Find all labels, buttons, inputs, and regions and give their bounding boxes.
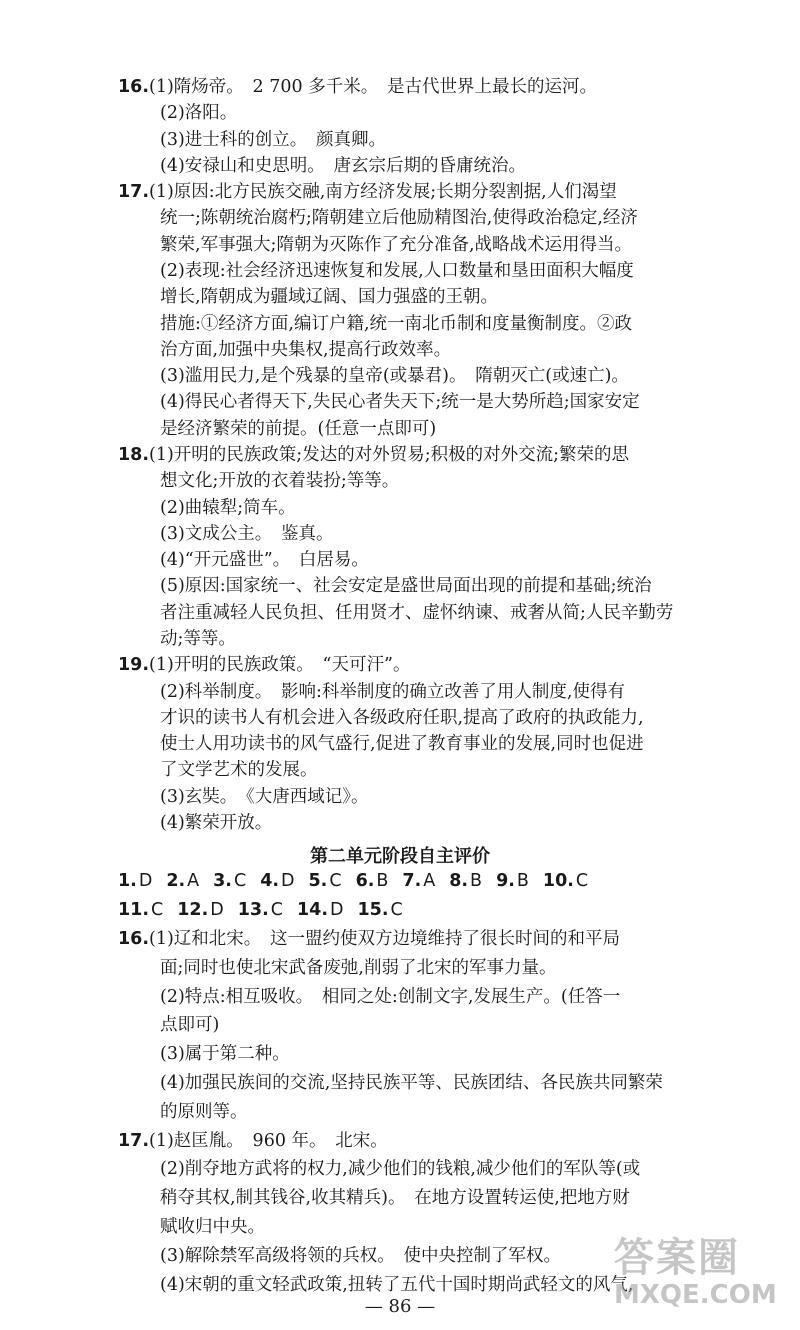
- answer-line: (2)特点:相互吸收。 相同之处:创制文字,发展生产。(任答一: [160, 987, 621, 1007]
- mc-answer: C: [151, 900, 164, 920]
- watermark-title: 答案圈: [614, 1235, 740, 1281]
- answer-line: 的原则等。: [160, 1102, 248, 1122]
- watermark-logo: [614, 1236, 794, 1324]
- answer-line: 赋收归中央。: [160, 1217, 265, 1237]
- mc-number: 7.: [402, 871, 422, 891]
- mc-answer: C: [575, 871, 589, 891]
- answer-line: 措施:①经济方面,编订户籍,统一南北币制和度量衡制度。②政: [160, 314, 633, 334]
- answer-line: (3)滥用民力,是个残暴的皇帝(或暴君)。 隋朝灭亡(或速亡)。: [160, 366, 629, 386]
- answer-line: 繁荣,军事强大;隋朝为灭陈作了充分准备,战略战术运用得当。: [160, 235, 633, 255]
- answer-line: 了文学艺术的发展。: [160, 760, 318, 780]
- answer-text: (1)原因:北方民族交融,南方经济发展;长期分裂割据,人们渴望: [149, 182, 617, 202]
- mc-answer: D: [281, 871, 295, 891]
- mc-answer: D: [138, 871, 153, 891]
- mc-number: 11.: [118, 900, 150, 920]
- answer-text: (1)赵匡胤。 960 年。 北宋。: [149, 1131, 388, 1151]
- answer-line: (2)科举制度。 影响:科举制度的确立改善了用人制度,使得有: [160, 682, 625, 702]
- question-line: [118, 924, 768, 954]
- mc-number: 3.: [213, 871, 232, 891]
- mc-answer: B: [470, 871, 483, 891]
- answer-line: (3)文成公主。 鉴真。: [160, 524, 334, 544]
- answer-line: (4)繁荣开放。: [160, 813, 273, 833]
- mc-number: 12.: [177, 900, 209, 920]
- page-number: — 86 —: [364, 1296, 436, 1317]
- question-number: 19.: [118, 655, 150, 675]
- answer-line: 才识的读书人有机会进入各级政府任职,提高了政府的执政能力,: [160, 708, 644, 728]
- answer-line: (3)玄奘。 《大唐西域记》。: [160, 787, 369, 807]
- answer-line: (4)得民心者得天下,失民心者失天下;统一是大势所趋;国家安定: [160, 392, 640, 412]
- answer-line: 增长,隋朝成为疆域辽阔、国力强盛的王朝。: [160, 287, 499, 307]
- multiple-choice-row: [118, 866, 602, 896]
- mc-number: 10.: [542, 871, 574, 891]
- answer-line: 是经济繁荣的前提。(任意一点即可): [160, 419, 437, 439]
- mc-number: 4.: [260, 871, 280, 891]
- mc-number: 13.: [237, 900, 269, 920]
- answer-line: 者注重减轻人民负担、任用贤才、虚怀纳谏、戒奢从简;人民辛勤劳: [160, 603, 674, 623]
- mc-answer: A: [187, 871, 200, 891]
- multiple-choice-row: [118, 895, 417, 925]
- mc-number: 8.: [449, 871, 469, 891]
- answer-line: 稍夺其权,制其钱谷,收其精兵)。 在地方设置转运使,把地方财: [160, 1188, 630, 1208]
- mc-answer: B: [516, 871, 529, 891]
- watermark-url: MXQE.COM: [614, 1280, 777, 1310]
- answer-line: 想文化;开放的衣着装扮;等等。: [160, 471, 400, 491]
- mc-number: 9.: [496, 871, 515, 891]
- mc-answer: A: [423, 871, 436, 891]
- mc-number: 6.: [355, 871, 375, 891]
- question-number: 16.: [118, 929, 150, 949]
- answer-line: (4)加强民族间的交流,坚持民族平等、民族团结、各民族共同繁荣: [160, 1073, 663, 1093]
- answer-line: 点即可): [160, 1015, 220, 1035]
- answer-line: 治方面,加强中央集权,提高行政效率。: [160, 340, 452, 360]
- mc-number: 2.: [166, 871, 186, 891]
- answer-text: (1)开明的民族政策。 “天可汗”。: [149, 655, 411, 675]
- answer-text: (1)开明的民族政策;发达的对外贸易;积极的对外交流;繁荣的思: [149, 445, 629, 465]
- question-number: 17.: [118, 1131, 150, 1151]
- answer-line: (2)洛阳。: [160, 103, 238, 123]
- section-heading: 第二单元阶段自主评价: [310, 846, 490, 867]
- question-line: [118, 650, 768, 680]
- question-number: 17.: [118, 182, 150, 202]
- answer-line: (5)原因:国家统一、社会安定是盛世局面出现的前提和基础;统治: [160, 576, 652, 596]
- answer-text: (1)辽和北宋。 这一盟约使双方边境维持了很长时间的和平局: [149, 929, 621, 949]
- answer-line: (2)表现:社会经济迅速恢复和发展,人口数量和垦田面积大幅度: [160, 261, 634, 281]
- answer-line: (4)“开元盛世”。 白居易。: [160, 550, 369, 570]
- answer-line: 面;同时也使北宋武备废弛,削弱了北宋的军事力量。: [160, 958, 557, 978]
- answer-line: 统一;陈朝统治腐朽;隋朝建立后他励精图治,使得政治稳定,经济: [160, 208, 638, 228]
- question-number: 16.: [118, 77, 150, 97]
- mc-answer: C: [329, 871, 342, 891]
- mc-number: 14.: [297, 900, 329, 920]
- mc-number: 5.: [308, 871, 328, 891]
- mc-number: 15.: [357, 900, 389, 920]
- mc-answer: D: [330, 900, 344, 920]
- answer-line: (2)曲辕犁;筒车。: [160, 498, 296, 518]
- answer-line: (4)宋朝的重文轻武政策,扭转了五代十国时期尚武轻文的风气,: [160, 1275, 634, 1295]
- answer-text: (1)隋炀帝。 2 700 多千米。 是古代世界上最长的运河。: [149, 77, 597, 97]
- question-number: 18.: [118, 445, 150, 465]
- mc-answer: D: [210, 900, 224, 920]
- answer-line: 使士人用功读书的风气盛行,促进了教育事业的发展,同时也促进: [160, 734, 644, 754]
- mc-answer: C: [390, 900, 403, 920]
- mc-answer: C: [233, 871, 247, 891]
- answer-line: (3)解除禁军高级将领的兵权。 使中央控制了军权。: [160, 1246, 562, 1266]
- answer-line: (3)属于第二种。: [160, 1044, 290, 1064]
- answer-line: 动;等等。: [160, 629, 236, 649]
- answer-line: (3)进士科的创立。 颜真卿。: [160, 130, 387, 150]
- mc-number: 1.: [118, 871, 137, 891]
- answer-line: (2)削夺地方武将的权力,减少他们的钱粮,减少他们的军队等(或: [160, 1159, 641, 1179]
- question-line: [118, 1126, 768, 1156]
- mc-answer: B: [376, 871, 389, 891]
- answer-line: (4)安禄山和史思明。 唐玄宗后期的昏庸统治。: [160, 156, 527, 176]
- mc-answer: C: [270, 900, 283, 920]
